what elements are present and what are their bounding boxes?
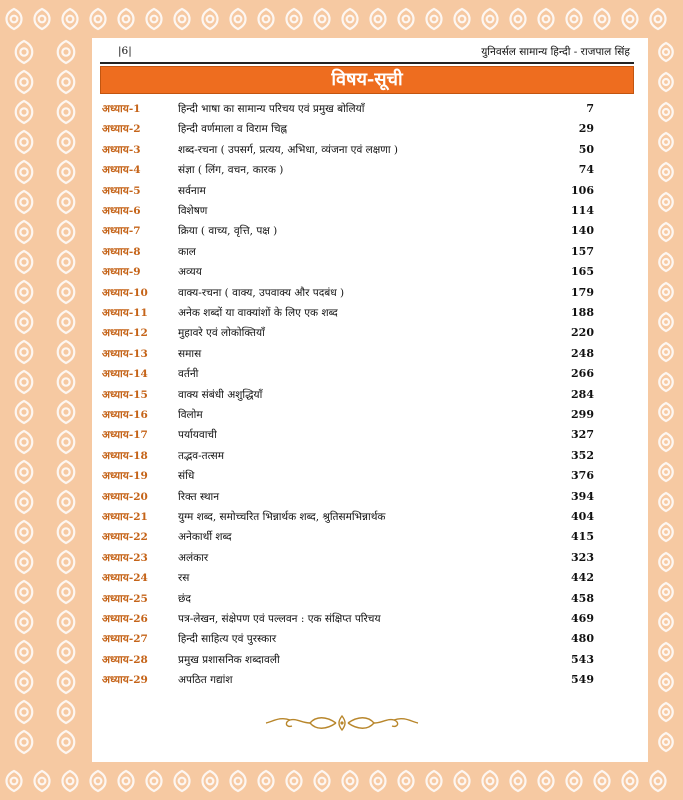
chapter-page-number: 157 [571,244,594,258]
chapter-page-number: 106 [571,183,594,197]
chapter-number: अध्याय-7 [102,225,141,238]
page-number: |6| [118,45,132,57]
chapter-page-number: 323 [571,550,594,564]
chapter-title: क्रिया ( वाच्य, वृत्ति, पक्ष ) [178,225,278,238]
chapter-title: तद्भव-तत्सम [178,449,225,462]
chapter-page-number: 327 [571,428,594,442]
toc-entry [100,653,594,673]
header-rule [100,62,634,64]
chapter-number: अध्याय-10 [102,286,148,299]
flourish-ornament-icon [262,712,422,734]
chapter-page-number: 114 [571,204,594,217]
chapter-title: अव्यय [178,266,202,279]
chapter-title: विलोम [178,409,203,421]
chapter-number: अध्याय-21 [102,511,148,523]
chapter-number: अध्याय-22 [102,531,148,544]
toc-entry [100,347,594,367]
chapter-number: अध्याय-3 [102,143,141,156]
chapter-title: सर्वनाम [178,184,206,197]
chapter-page-number: 415 [571,530,594,544]
toc-entry [100,469,594,489]
toc-entry [100,286,594,306]
chapter-title: पत्र-लेखन, संक्षेपण एवं पल्लवन : एक संक्षिप्त परिचय [178,613,381,625]
toc-entry [100,612,594,632]
chapter-page-number: 299 [571,408,594,421]
chapter-page-number: 442 [571,571,594,585]
toc-entry [100,143,594,163]
chapter-page-number: 165 [571,265,594,279]
toc-entry [100,245,594,265]
chapter-page-number: 543 [571,652,594,666]
toc-entry [100,102,594,122]
chapter-title: युग्म शब्द, समोच्चरित भिन्नार्थक शब्द, श्रुतिसमभिन्नार्थक [178,511,386,523]
chapter-number: अध्याय-4 [102,164,141,177]
toc-entry [100,224,594,244]
toc-entry [100,367,594,387]
chapter-page-number: 248 [571,346,594,360]
chapter-page-number: 480 [571,632,594,646]
toc-entry [100,388,594,408]
chapter-title: प्रमुख प्रशासनिक शब्दावली [178,653,280,666]
chapter-page-number: 284 [571,387,594,401]
toc-entry [100,122,594,142]
chapter-number: अध्याय-9 [102,266,141,279]
toc-entry [100,673,594,693]
chapter-page-number: 376 [571,469,594,483]
chapter-title: संधि [178,470,195,483]
chapter-title: शब्द-रचना ( उपसर्ग, प्रत्यय, अभिधा, व्यंजना एवं लक्षणा ) [178,143,399,156]
chapter-number: अध्याय-12 [102,327,148,340]
chapter-title: अनेकार्थी शब्द [178,531,232,544]
chapter-number: अध्याय-23 [102,551,148,564]
chapter-number: अध्याय-2 [102,123,141,136]
chapter-number: अध्याय-27 [102,633,148,646]
chapter-page-number: 404 [571,510,594,523]
chapter-number: अध्याय-5 [102,184,141,197]
chapter-page-number: 140 [571,224,594,238]
chapter-number: अध्याय-14 [102,368,148,381]
chapter-title: विशेषण [178,205,208,217]
chapter-title: काल [178,245,196,258]
toc-entry [100,265,594,285]
chapter-page-number: 220 [571,326,594,340]
chapter-title: अनेक शब्दों या वाक्यांशों के लिए एक शब्द [178,307,338,319]
chapter-title: हिन्दी भाषा का सामान्य परिचय एवं प्रमुख बोलियाँ [178,103,365,115]
running-header [100,45,630,63]
chapter-page-number: 352 [571,448,594,462]
chapter-title: अपठित गद्यांश [178,674,233,687]
chapter-title: पर्यायवाची [178,429,217,442]
chapter-number: अध्याय-18 [102,449,148,462]
chapter-number: अध्याय-15 [102,388,148,401]
toc-entry [100,449,594,469]
chapter-title: हिन्दी साहित्य एवं पुरस्कार [178,633,277,646]
chapter-page-number: 7 [586,102,594,115]
chapter-page-number: 458 [571,591,594,605]
chapter-page-number: 549 [571,673,594,687]
chapter-title: वाक्य संबंधी अशुद्धियाँ [178,388,263,401]
chapter-number: अध्याय-13 [102,347,148,360]
chapter-number: अध्याय-8 [102,245,141,258]
chapter-title: संज्ञा ( लिंग, वचन, कारक ) [178,164,284,177]
toc-entry [100,326,594,346]
chapter-title: मुहावरे एवं लोकोक्तियाँ [178,327,265,340]
chapter-title: समास [178,347,202,360]
chapter-title: रस [178,572,190,585]
toc-entry [100,510,594,530]
chapter-number: अध्याय-20 [102,490,148,503]
chapter-number: अध्याय-6 [102,205,141,217]
chapter-page-number: 188 [571,306,594,319]
toc-entry [100,592,594,612]
chapter-number: अध्याय-24 [102,572,148,585]
toc-entry [100,184,594,204]
toc-entry [100,571,594,591]
toc-entry [100,163,594,183]
chapter-number: अध्याय-11 [102,307,148,319]
chapter-number: अध्याय-1 [102,103,141,115]
chapter-title: अलंकार [178,551,209,564]
chapter-number: अध्याय-28 [102,653,148,666]
chapter-number: अध्याय-29 [102,674,148,687]
chapter-page-number: 74 [578,163,594,177]
chapter-page-number: 179 [571,285,594,299]
chapter-title: हिन्दी वर्णमाला व विराम चिह्न [178,123,288,136]
toc-entry [100,408,594,428]
toc-entry [100,632,594,652]
toc-entry [100,204,594,224]
chapter-number: अध्याय-25 [102,592,148,605]
chapter-page-number: 394 [571,489,594,503]
chapter-page-number: 469 [571,612,594,625]
chapter-number: अध्याय-19 [102,470,148,483]
chapter-number: अध्याय-16 [102,409,148,421]
toc-entry [100,428,594,448]
chapter-page-number: 266 [571,367,594,381]
chapter-number: अध्याय-17 [102,429,148,442]
toc-entry [100,306,594,326]
chapter-title: वर्तनी [178,368,199,381]
chapter-title: रिक्त स्थान [178,490,220,503]
chapter-title: छंद [178,592,191,605]
chapter-page-number: 50 [578,142,594,156]
chapter-page-number: 29 [578,122,594,136]
toc-entry [100,530,594,550]
toc-entry [100,551,594,571]
toc-title: विषय-सूची [100,66,634,94]
chapter-number: अध्याय-26 [102,613,148,625]
running-title: युनिवर्सल सामान्य हिन्दी - राजपाल सिंह [481,46,630,58]
toc-entry [100,490,594,510]
chapter-title: वाक्य-रचना ( वाक्य, उपवाक्य और पदबंध ) [178,286,345,299]
